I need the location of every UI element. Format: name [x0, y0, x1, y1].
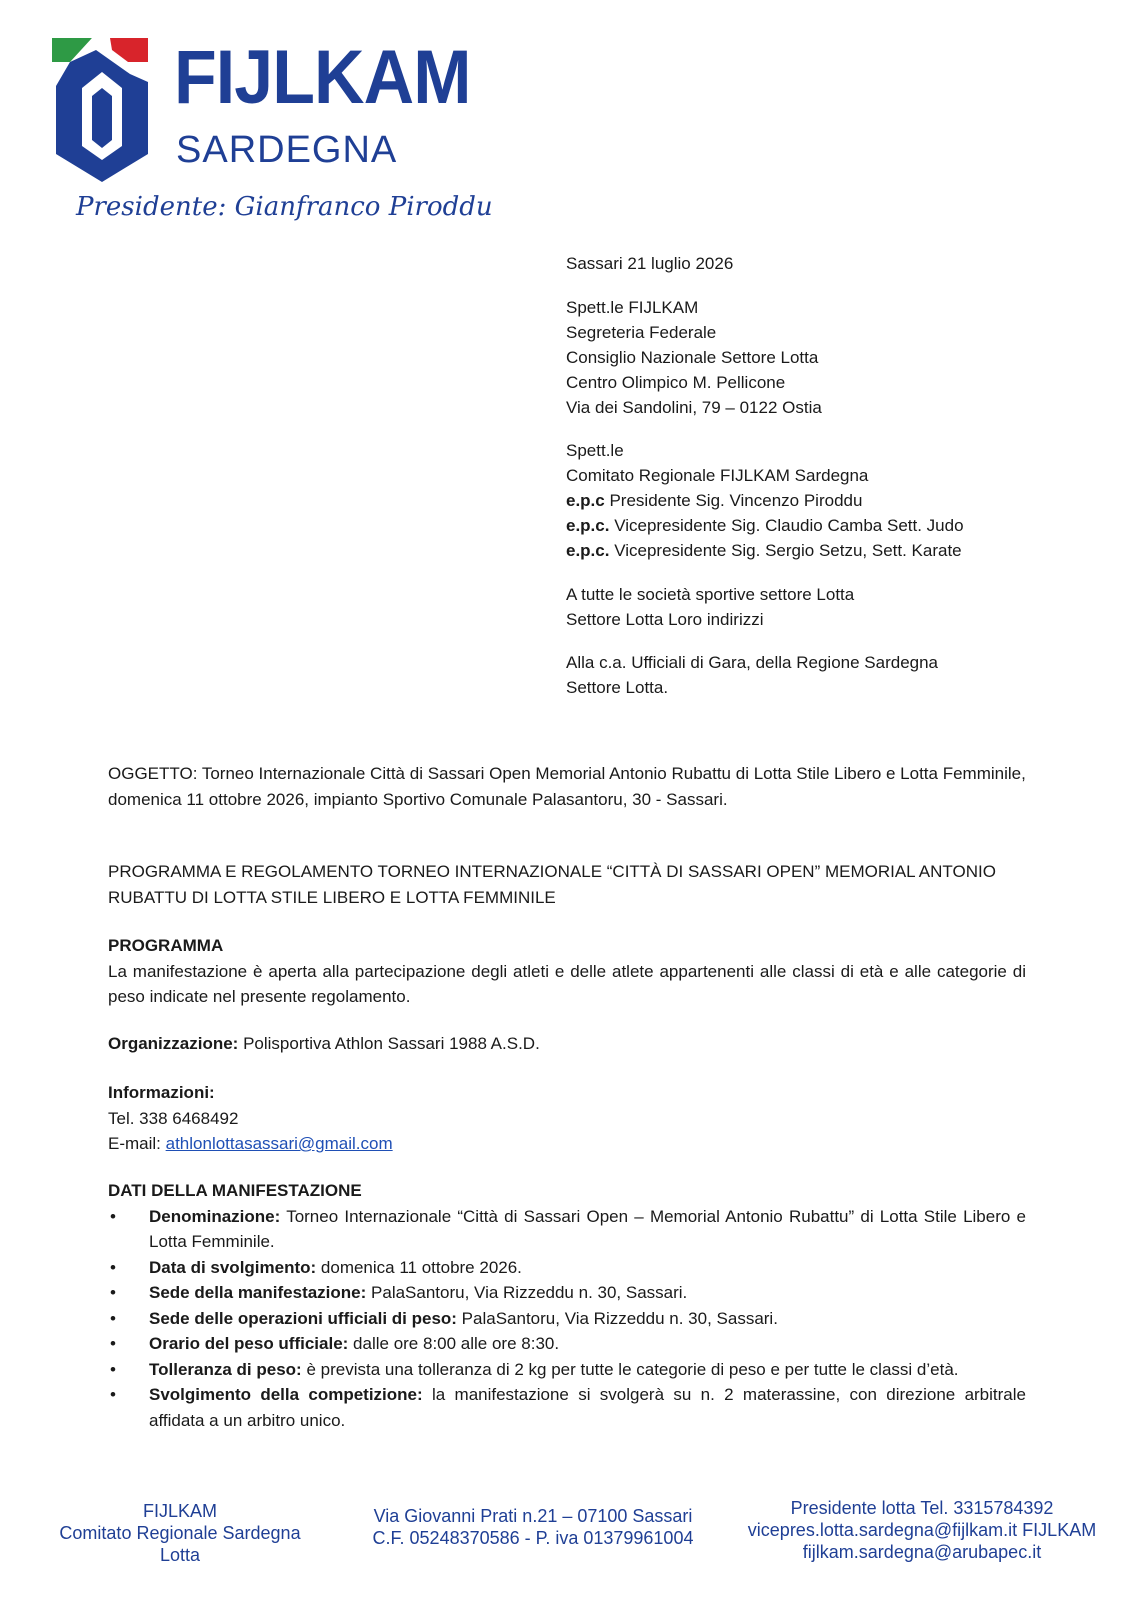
- event-data-section: [108, 1178, 1026, 1433]
- section-heading: Informazioni:: [108, 1083, 215, 1102]
- recipient-line: Segreteria Federale: [566, 323, 717, 342]
- recipient-line: Via dei Sandolini, 79 – 0122 Ostia: [566, 398, 822, 417]
- recipient-line: Spett.le FIJLKAM: [566, 298, 699, 317]
- recipient-line: Spett.le: [566, 441, 624, 460]
- phone-line: Tel. 338 6468492: [108, 1108, 239, 1128]
- brand-name: FIJLKAM: [174, 35, 471, 120]
- epc-line: e.p.c. Vicepresidente Sig. Claudio Camba Sett. Judo: [566, 516, 964, 535]
- epc-line: e.p.c. Vicepresidente Sig. Sergio Setzu, Sett. Karate: [566, 541, 962, 560]
- recipient-line: Consiglio Nazionale Settore Lotta: [566, 348, 819, 367]
- list-item: • Denominazione: Torneo Internazionale “Città di Sassari Open – Memorial Antonio Rubattu” di Lotta Stile Libero e Lotta Femminile.: [108, 1204, 1026, 1255]
- epc-line: e.p.c Presidente Sig. Vincenzo Piroddu: [566, 491, 863, 510]
- recipient-line: A tutte le società sportive settore Lotta: [566, 585, 855, 604]
- program-title: PROGRAMMA E REGOLAMENTO TORNEO INTERNAZIONALE “CITTÀ DI SASSARI OPEN” MEMORIAL ANTONIO RUBATTU DI LOTTA STILE LIBERO E LOTTA FEMMINILE: [108, 862, 996, 907]
- list-item: • Svolgimento della competizione: la manifestazione si svolgerà su n. 2 materassine, con direzione arbitrale affidata a un arbitro unico.: [108, 1382, 1026, 1433]
- recipient-block-1: [566, 295, 1106, 420]
- fijlkam-emblem-icon: [52, 26, 152, 182]
- list-item: • Tolleranza di peso: è prevista una tolleranza di 2 kg per tutte le categorie di peso e per tutte le classi d’età.: [108, 1357, 1026, 1383]
- recipient-block-4: [566, 650, 1106, 700]
- list-item: • Sede delle operazioni ufficiali di peso: PalaSantoru, Via Rizzeddu n. 30, Sassari.: [108, 1306, 1026, 1332]
- program-text: La manifestazione è aperta alla partecipazione degli atleti e delle atlete appartenenti alle classi di età e alle categorie di peso indicate nel presente regolamento.: [108, 961, 1026, 1006]
- subject-paragraph: OGGETTO: Torneo Internazionale Città di Sassari Open Memorial Antonio Rubattu di Lotta Stile Libero e Lotta Femminile, domenica 11 ottobre 2026, impianto Sportivo Comunale Palasantoru, 30 - Sassari.: [108, 764, 1026, 809]
- list-item: • Orario del peso ufficiale: dalle ore 8:00 alle ore 8:30.: [108, 1331, 1026, 1357]
- program-section: [108, 933, 1026, 1010]
- recipient-line: Settore Lotta Loro indirizzi: [566, 610, 764, 629]
- email-line: E-mail: athlonlottasassari@gmail.com: [108, 1134, 393, 1153]
- fijlkam-logo: [52, 26, 493, 236]
- brand-region: SARDEGNA: [176, 129, 398, 171]
- footer-contacts: Presidente lotta Tel. 3315784392 vicepres.lotta.sardegna@fijlkam.it FIJLKAM fijlkam.sardegna@arubapec.it: [747, 1498, 1097, 1562]
- recipient-line: Alla c.a. Ufficiali di Gara, della Regione Sardegna: [566, 653, 939, 672]
- footer-address: Via Giovanni Prati n.21 – 07100 Sassari C.F. 05248370586 - P. iva 01379961004: [372, 1506, 694, 1548]
- recipient-block-3: [566, 582, 1106, 632]
- recipient-line: Comitato Regionale FIJLKAM Sardegna: [566, 466, 869, 485]
- event-data-list: [108, 1204, 1026, 1434]
- list-item: • Sede della manifestazione: PalaSantoru, Via Rizzeddu n. 30, Sassari.: [108, 1280, 1026, 1306]
- info-section: [108, 1080, 1026, 1157]
- organization-line: Organizzazione: Polisportiva Athlon Sassari 1988 A.S.D.: [108, 1034, 540, 1053]
- section-heading: PROGRAMMA: [108, 936, 224, 955]
- recipient-block-2: [566, 438, 1106, 563]
- footer-organization: FIJLKAM Comitato Regionale Sardegna Lotta: [59, 1501, 301, 1565]
- email-link[interactable]: athlonlottasassari@gmail.com: [165, 1134, 393, 1153]
- recipient-line: Centro Olimpico M. Pellicone: [566, 373, 786, 392]
- president-signature-line: Presidente: Gianfranco Piroddu: [76, 192, 493, 222]
- date-line: Sassari 21 luglio 2026: [566, 254, 734, 273]
- recipient-line: Settore Lotta.: [566, 678, 669, 697]
- list-item: • Data di svolgimento: domenica 11 ottobre 2026.: [108, 1255, 1026, 1281]
- section-heading: DATI DELLA MANIFESTAZIONE: [108, 1181, 362, 1200]
